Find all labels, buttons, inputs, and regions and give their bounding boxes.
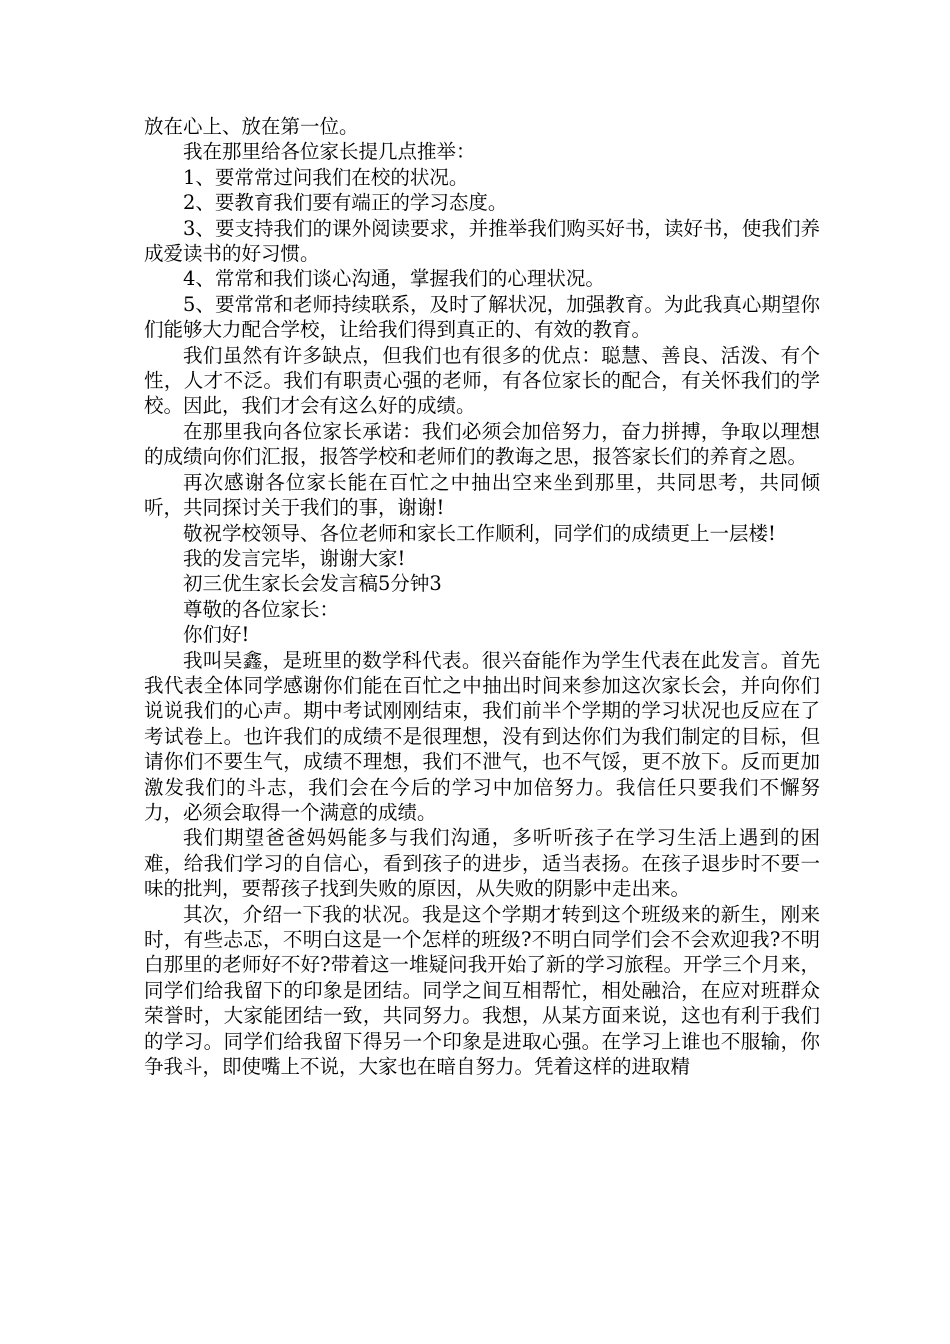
salutation: 尊敬的各位家长：: [183, 597, 340, 621]
paragraph-thanks: 再次感谢各位家长能在百忙之中抽出空来坐到那里，共同思考，共同倾听，共同探讨关于我们的事，谢谢!: [144, 470, 820, 520]
paragraph-strengths: 我们虽然有许多缺点，但我们也有很多的优点：聪慧、善良、活泼、有个性，人才不泛。我们有职责心强的老师，有各位家长的配合，有关怀我们的学校。因此，我们才会有这么好的成绩。: [144, 343, 820, 418]
paragraph-suggestion-4: 4、常常和我们谈心沟通，掌握我们的心理状况。: [183, 267, 605, 291]
paragraph-my-situation: 其次，介绍一下我的状况。我是这个学期才转到这个班级来的新生，刚来时，有些忐忑，不明白这是一个怎样的班级?不明白同学们会不会欢迎我?不明白那里的老师好不好?带着这一堆疑问我开始了新的学习旅程。开学三个月来，同学们给我留下的印象是团结。同学之间互相帮忙，相处融洽，在应对班群众荣誉时，大家能团结一致，共同努力。我想，从某方面来说，这也有利于我们的学习。同学们给我留下得另一个印象是进取心强。在学习上谁也不服输，你争我斗，即使嘴上不说，大家也在暗自努力。凭着这样的进取精: [144, 902, 820, 1079]
paragraph-wishes: 敬祝学校领导、各位老师和家长工作顺利，同学们的成绩更上一层楼!: [183, 521, 776, 545]
paragraph-suggestions-intro: 我在那里给各位家长提几点推举：: [183, 140, 476, 164]
paragraph-closing: 我的发言完毕，谢谢大家!: [183, 546, 406, 570]
paragraph-communication: 我们期望爸爸妈妈能多与我们沟通，多听听孩子在学习生活上遇到的困难，给我们学习的自信心，看到孩子的进步，适当表扬。在孩子退步时不要一味的批判，要帮孩子找到失败的原因，从失败的阴影中走出来。: [144, 826, 820, 901]
paragraph-promise: 在那里我向各位家长承诺：我们必须会加倍努力，奋力拼搏，争取以理想的成绩向你们汇报，报答学校和老师们的教诲之思，报答家长们的养育之恩。: [144, 419, 820, 469]
paragraph-suggestion-3: 3、要支持我们的课外阅读要求，并推举我们购买好书，读好书，使我们养成爱读书的好习惯。: [144, 216, 820, 266]
greeting: 你们好!: [183, 623, 250, 647]
paragraph-suggestion-1: 1、要常常过问我们在校的状况。: [183, 165, 469, 189]
paragraph-self-intro: 我叫吴鑫，是班里的数学科代表。很兴奋能作为学生代表在此发言。首先我代表全体同学感谢你们能在百忙之中抽出时间来参加这次家长会，并向你们说说我们的心声。期中考试刚刚结束，我们前半个学期的学习状况也反应在了考试卷上。也许我们的成绩不是很理想，没有到达你们为我们制定的目标，但请你们不要生气，成绩不理想，我们不泄气，也不气馁，更不放下。反而更加激发我们的斗志，我们会在今后的学习中加倍努力。我信任只要我们不懈努力，必须会取得一个满意的成绩。: [144, 648, 820, 824]
section-title: 初三优生家长会发言稿5分钟3: [183, 572, 442, 596]
paragraph-suggestion-2: 2、要教育我们要有端正的学习态度。: [183, 191, 508, 215]
paragraph-continuation: 放在心上、放在第一位。: [144, 115, 359, 138]
paragraph-suggestion-5: 5、要常常和老师持续联系，及时了解状况，加强教育。为此我真心期望你们能够大力配合学校，让给我们得到真正的、有效的教育。: [144, 292, 820, 342]
document-page: [144, 114, 820, 1079]
